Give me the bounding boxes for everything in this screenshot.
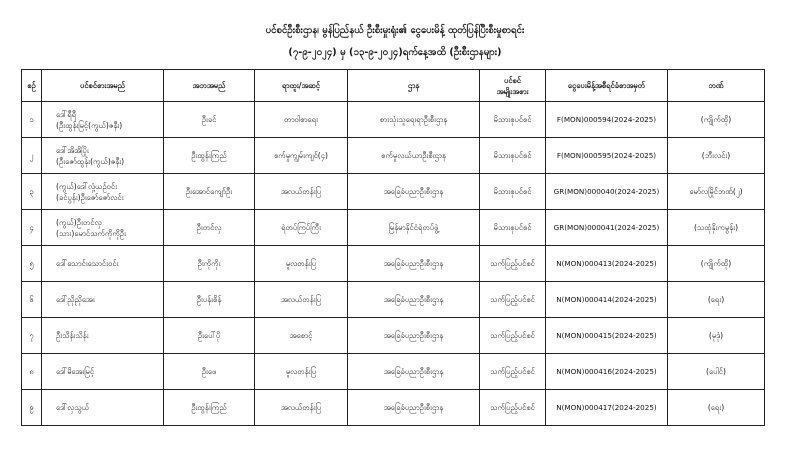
cell-text-line: သက်ပြည့်ပင်စင် xyxy=(490,403,535,412)
cell-text-line: သက်ပြည့်ပင်စင် xyxy=(490,259,535,268)
cell-rank xyxy=(255,354,348,390)
cell-text-line: N(MON)000415(2024-2025) xyxy=(556,331,657,340)
cell-order-number xyxy=(546,102,668,138)
cell-text-line: ဦးခင် xyxy=(201,115,217,124)
header-rank: ရာထူး/အဆင့် xyxy=(255,70,348,102)
cell-text-line: ဦးပန်းစိန် xyxy=(196,295,222,304)
cell-text-line: အလယ်တန်းပြ xyxy=(280,295,322,304)
cell-rank xyxy=(255,210,348,246)
cell-text-line: ဒေါ်လှသွယ် xyxy=(56,403,90,412)
cell-order-number xyxy=(546,354,668,390)
cell-bank xyxy=(668,354,765,390)
cell-text-line: မိသားစုပင်စင် xyxy=(493,115,532,124)
cell-pension-type xyxy=(480,318,546,354)
cell-bank xyxy=(668,282,765,318)
cell-text-line: မိသားစုပင်စင် xyxy=(493,151,532,160)
cell-text-line: (ပေါင်) xyxy=(706,367,726,376)
cell-rank xyxy=(255,318,348,354)
cell-text-line: ဒေါ်အိအိပြိုး xyxy=(56,145,89,155)
cell-department xyxy=(348,318,480,354)
cell-father-name xyxy=(164,138,255,174)
cell-text-line: ဒေါ်ညိုညိုအေး xyxy=(56,295,95,304)
cell-pension-type xyxy=(480,354,546,390)
cell-pension-type xyxy=(480,174,546,210)
cell-rank xyxy=(255,246,348,282)
cell-text-line: F(MON)000594(2024-2025) xyxy=(556,115,657,124)
cell-text-line: ဒေါ်မိအေးမြင့် xyxy=(56,367,95,376)
cell-rank xyxy=(255,174,348,210)
document-title: ပင်စင်ဦးစီးဌာန၊ မွန်ပြည်နယ် ဦးစီးမှုးရုံး၏ ငွေပေးမိန့် ထုတ်ပြန်ပြီးစီးမှုစာရင်း xyxy=(265,25,525,36)
cell-order-number xyxy=(546,174,668,210)
cell-text-line: အခြေခံပညာဦးစီးဌာန xyxy=(383,403,444,412)
cell-text-line: ၅ xyxy=(29,259,34,268)
cell-pensioner-name xyxy=(42,246,164,282)
pension-table xyxy=(21,69,765,426)
cell-text-line: မူလတန်းပြ xyxy=(285,259,317,268)
table-row xyxy=(22,318,765,354)
cell-bank xyxy=(668,102,765,138)
cell-department xyxy=(348,138,480,174)
cell-father-name xyxy=(164,102,255,138)
header-serial: စဉ် xyxy=(22,70,42,102)
cell-father-name xyxy=(164,174,255,210)
cell-bank xyxy=(668,174,765,210)
table-header-row xyxy=(22,70,765,102)
cell-text-line: (ရေး) xyxy=(707,403,725,412)
cell-order-number xyxy=(546,246,668,282)
cell-text-line: ဦးထွန်းကြည် xyxy=(191,403,227,412)
cell-father-name xyxy=(164,246,255,282)
cell-text-line: အခြေခံပညာဦးစီးဌာန xyxy=(383,367,444,376)
cell-father-name xyxy=(164,282,255,318)
cell-pensioner-name xyxy=(42,390,164,426)
cell-text-line: (ကျိုက်ထို) xyxy=(700,115,732,124)
cell-pension-type xyxy=(480,210,546,246)
cell-text-line: N(MON)000414(2024-2025) xyxy=(556,295,657,304)
cell-department xyxy=(348,282,480,318)
cell-text-line: ရဲတပ်ကြပ်ကြီး xyxy=(281,223,321,232)
cell-rank xyxy=(255,390,348,426)
cell-text-line: (သား)မောင်သက်ကိုကိုဦး xyxy=(56,228,126,238)
cell-pension-type xyxy=(480,390,546,426)
cell-serial xyxy=(22,138,42,174)
cell-text-line: (ရေး) xyxy=(707,295,725,304)
cell-text-line: (ကွယ်)ဦးတင်လှ xyxy=(56,217,102,227)
cell-serial xyxy=(22,318,42,354)
cell-text-line: (မုဒုံ) xyxy=(708,331,724,340)
cell-text-line: ဦးအောင်ကျော်ဦး xyxy=(185,187,233,196)
cell-text-line: မူလတန်းပြ xyxy=(285,367,317,376)
cell-text-line: GR(MON)000040(2024-2025) xyxy=(553,187,660,196)
cell-order-number xyxy=(546,210,668,246)
cell-text-line: သက်ပြည့်ပင်စင် xyxy=(490,295,535,304)
cell-text-line: (ဦးဇော်ထွန်း(ကွယ်)ဇနီး) xyxy=(56,156,125,166)
cell-father-name xyxy=(164,390,255,426)
cell-order-number xyxy=(546,390,668,426)
cell-father-name xyxy=(164,210,255,246)
cell-text-line: ၂ xyxy=(29,151,34,160)
cell-text-line: (ကျိုက်ထို) xyxy=(700,259,732,268)
table-row xyxy=(22,282,765,318)
header-pension-type-line xyxy=(482,75,543,97)
cell-rank xyxy=(255,102,348,138)
cell-text-line: ဒေါ်သောင်းသောင်းဝင်း xyxy=(56,259,119,268)
cell-order-number xyxy=(546,138,668,174)
cell-text-line: မြန်မာနိုင်ငံရဲတပ်ဖွဲ့ xyxy=(388,223,439,232)
cell-text-line: အခြေခံပညာဦးစီးဌာန xyxy=(383,331,444,340)
cell-bank xyxy=(668,246,765,282)
cell-text-line: သက်ပြည့်ပင်စင် xyxy=(490,367,535,376)
cell-text-line: မိသားစုပင်စင် xyxy=(493,187,532,196)
table-row xyxy=(22,102,765,138)
cell-text-line: (ဘီးလင်း) xyxy=(701,151,731,160)
cell-text-line: ဦးထွန်းကြည် xyxy=(191,151,227,160)
cell-text-line: F(MON)000595(2024-2025) xyxy=(556,151,657,160)
cell-text-line: ဦးသိန်းသိန်း xyxy=(56,331,89,340)
cell-text-line: အမျိုးအစား xyxy=(496,86,529,96)
cell-pension-type xyxy=(480,246,546,282)
cell-pensioner-name xyxy=(42,102,164,138)
cell-serial xyxy=(22,390,42,426)
cell-text-line: ဦးပေါ်ပို xyxy=(197,331,221,340)
cell-text-line: မိသားစုပင်စင် xyxy=(493,223,532,232)
cell-text-line: ဦးဖေ xyxy=(201,367,217,376)
cell-serial xyxy=(22,210,42,246)
cell-text-line: မော်လမြိုင်ဘဏ်(၂) xyxy=(689,187,743,196)
cell-text-line: ၆ xyxy=(29,295,34,304)
cell-pensioner-name xyxy=(42,354,164,390)
cell-text-line: အခြေခံပညာဦးစီးဌာန xyxy=(383,259,444,268)
cell-text-line: အလယ်တန်းပြ xyxy=(280,187,322,196)
header-pensioner-name: ပင်စင်စားအမည် xyxy=(42,70,164,102)
header-department: ဌာန xyxy=(348,70,480,102)
cell-department xyxy=(348,102,480,138)
cell-pensioner-name xyxy=(42,318,164,354)
cell-pensioner-name xyxy=(42,174,164,210)
cell-text-line: N(MON)000413(2024-2025) xyxy=(556,259,657,268)
cell-text-line: (ဦးထွန်းမြင့်(ကွယ်)ဇနီး) xyxy=(56,120,123,130)
cell-text-line: ဒေါ်ရီရီ xyxy=(56,109,76,119)
cell-father-name xyxy=(164,318,255,354)
cell-text-line: အခြေခံပညာဦးစီးဌာန xyxy=(383,295,444,304)
cell-text-line: (ခင်ပွန်း)ဦးဇော်ဇော်လင်း xyxy=(56,192,124,202)
cell-text-line: တာဝါစာရေး xyxy=(284,115,318,124)
cell-pension-type xyxy=(480,282,546,318)
header-father-name: အဘအမည် xyxy=(164,70,255,102)
cell-serial xyxy=(22,174,42,210)
cell-pensioner-name xyxy=(42,282,164,318)
table-row xyxy=(22,138,765,174)
cell-text-line: (သထုံနိုးကမွန်း) xyxy=(693,223,739,232)
cell-text-line: N(MON)000417(2024-2025) xyxy=(556,403,657,412)
table-row xyxy=(22,210,765,246)
cell-serial xyxy=(22,354,42,390)
cell-pensioner-name xyxy=(42,210,164,246)
header-pension-type xyxy=(480,70,546,102)
header-bank: ဘဏ် xyxy=(668,70,765,102)
cell-text-line: ဦးတင်လှ xyxy=(196,223,222,232)
cell-text-line: GR(MON)000041(2024-2025) xyxy=(553,223,660,232)
cell-department xyxy=(348,246,480,282)
cell-text-line: ၁ xyxy=(29,115,34,124)
cell-department xyxy=(348,390,480,426)
cell-text-line: စားသုံးသူရေးရာဦးစီးဌာန xyxy=(379,115,448,124)
table-row xyxy=(22,174,765,210)
cell-rank xyxy=(255,138,348,174)
cell-pension-type xyxy=(480,102,546,138)
cell-bank xyxy=(668,390,765,426)
cell-serial xyxy=(22,102,42,138)
cell-text-line: ပင်စင် xyxy=(503,75,522,85)
cell-text-line: စက်မှုလယ်ယာဦးစီးဌာန xyxy=(381,151,446,160)
cell-text-line: ၇ xyxy=(29,331,34,340)
cell-text-line: အလယ်တန်းပြ xyxy=(280,403,322,412)
cell-pension-type xyxy=(480,138,546,174)
table-row xyxy=(22,354,765,390)
cell-order-number xyxy=(546,282,668,318)
cell-bank xyxy=(668,318,765,354)
cell-text-line: N(MON)000416(2024-2025) xyxy=(556,367,657,376)
table-row xyxy=(22,390,765,426)
document-subtitle: (၇-၉-၂၀၂၄) မှ (၁၃-၉-၂၀၂၄)ရက်နေ့အထိ (ဦးစီးဌာနများ) xyxy=(288,47,502,58)
cell-text-line: စက်မှုကျွမ်းကျင်(၄) xyxy=(274,151,328,160)
cell-rank xyxy=(255,282,348,318)
cell-serial xyxy=(22,282,42,318)
cell-father-name xyxy=(164,354,255,390)
cell-bank xyxy=(668,138,765,174)
cell-bank xyxy=(668,210,765,246)
cell-text-line: ၈ xyxy=(29,367,34,376)
cell-text-line: ၉ xyxy=(29,403,34,412)
cell-text-line: ၄ xyxy=(29,223,34,232)
cell-department xyxy=(348,354,480,390)
cell-text-line: သက်ပြည့်ပင်စင် xyxy=(490,331,535,340)
cell-text-line: အစောင့် xyxy=(289,331,313,340)
cell-department xyxy=(348,210,480,246)
cell-serial xyxy=(22,246,42,282)
cell-text-line: (ကွယ်)ဒေါ်လှံ့ယဉ်ဝင်း xyxy=(56,181,118,191)
cell-text-line: ၃ xyxy=(29,187,34,196)
cell-order-number xyxy=(546,318,668,354)
cell-text-line: အခြေခံပညာဦးစီးဌာန xyxy=(383,187,444,196)
cell-pensioner-name xyxy=(42,138,164,174)
cell-department xyxy=(348,174,480,210)
cell-text-line: ဦးကိုကိုး xyxy=(197,259,221,268)
table-row xyxy=(22,246,765,282)
header-order-number: ငွေပေးမိန့်အစီရင်ခံစာအမှတ် xyxy=(546,70,668,102)
